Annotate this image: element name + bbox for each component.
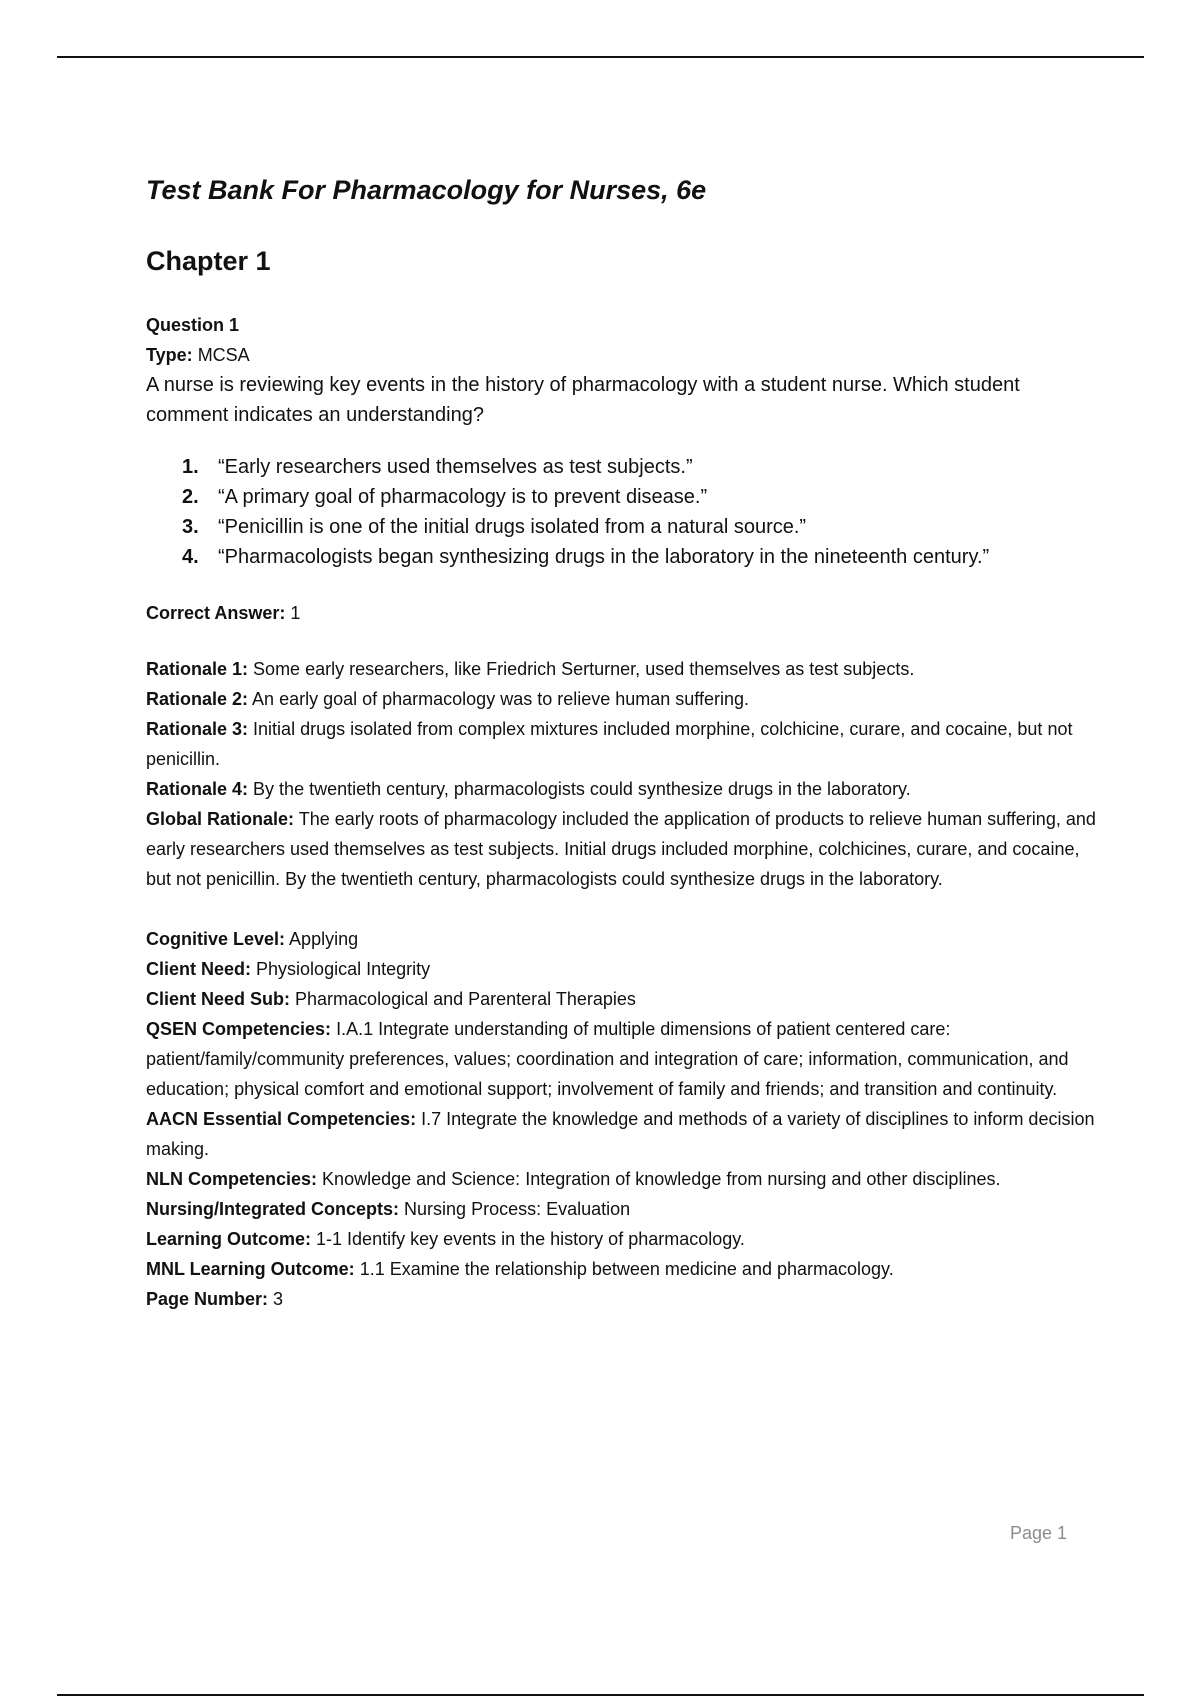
rationale-label: Rationale 2: xyxy=(146,689,249,709)
option-number: 4. xyxy=(182,546,199,568)
page-footer-number: Page 1 xyxy=(1010,1523,1068,1543)
rationale-3 xyxy=(146,714,1096,774)
rationale-text: Initial drugs isolated from complex mixtures included morphine, colchicine, curare, and cocaine, but not penicillin. xyxy=(146,719,1073,769)
meta-cognitive-level xyxy=(146,924,1096,954)
document-title: Test Bank For Pharmacology for Nurses, 6e xyxy=(146,175,707,205)
meta-label: Page Number: xyxy=(146,1289,269,1309)
meta-value: Knowledge and Science: Integration of knowledge from nursing and other disciplines. xyxy=(322,1169,1001,1189)
meta-aacn-competencies xyxy=(146,1104,1096,1164)
meta-value: I.A.1 Integrate understanding of multiple dimensions of patient centered care: patient/family/community preferences, values; coordination and integration of care; information, communication, and education; physical comfort and emotional support; involvement of family and friends; and transition and continuity. xyxy=(146,1019,1069,1099)
meta-label: AACN Essential Competencies: xyxy=(146,1109,417,1129)
answer-option xyxy=(182,452,1096,482)
answer-option xyxy=(182,512,1096,542)
meta-label: MNL Learning Outcome: xyxy=(146,1259,355,1279)
meta-value: 1.1 Examine the relationship between medicine and pharmacology. xyxy=(359,1259,894,1279)
rationale-1 xyxy=(146,654,1096,684)
rationale-label: Rationale 3: xyxy=(146,719,249,739)
meta-nln-competencies xyxy=(146,1164,1096,1194)
meta-value: Pharmacological and Parenteral Therapies xyxy=(295,989,636,1009)
chapter-heading: Chapter 1 xyxy=(146,246,271,276)
rationale-text: The early roots of pharmacology included the application of products to relieve human suffering, and early researchers used themselves as test subjects. Initial drugs included morphine, colchicines, curare, and cocaine, but not penicillin. By the twentieth century, pharmacologists could synthesize drugs in the laboratory. xyxy=(146,809,1096,889)
answer-option xyxy=(182,482,1096,512)
option-number: 1. xyxy=(182,456,199,478)
meta-qsen-competencies xyxy=(146,1014,1096,1104)
rationale-4 xyxy=(146,774,1096,804)
option-text: “Pharmacologists began synthesizing drugs in the laboratory in the nineteenth century.” xyxy=(218,546,990,568)
option-text: “Early researchers used themselves as test subjects.” xyxy=(218,456,693,478)
answer-option xyxy=(182,542,1096,572)
option-number: 3. xyxy=(182,516,199,538)
meta-value: Nursing Process: Evaluation xyxy=(404,1199,631,1219)
header-rule xyxy=(57,56,1144,58)
correct-answer-value: 1 xyxy=(290,603,301,623)
document-body xyxy=(146,170,1096,1314)
meta-label: QSEN Competencies: xyxy=(146,1019,332,1039)
option-text: “A primary goal of pharmacology is to prevent disease.” xyxy=(218,486,708,508)
rationale-2 xyxy=(146,684,1096,714)
rationale-label: Global Rationale: xyxy=(146,809,295,829)
metadata-section xyxy=(146,924,1096,1314)
meta-label: Learning Outcome: xyxy=(146,1229,312,1249)
meta-label: Cognitive Level: xyxy=(146,929,286,949)
correct-answer-label: Correct Answer: xyxy=(146,603,286,623)
meta-label: Client Need Sub: xyxy=(146,989,291,1009)
rationales-section xyxy=(146,654,1096,894)
option-text: “Penicillin is one of the initial drugs isolated from a natural source.” xyxy=(218,516,807,538)
footer-rule xyxy=(57,1694,1144,1696)
meta-client-need-sub xyxy=(146,984,1096,1014)
rationale-text: An early goal of pharmacology was to relieve human suffering. xyxy=(252,689,749,709)
meta-value: Applying xyxy=(289,929,359,949)
rationale-text: Some early researchers, like Friedrich Serturner, used themselves as test subjects. xyxy=(253,659,915,679)
global-rationale xyxy=(146,804,1096,894)
rationale-label: Rationale 4: xyxy=(146,779,249,799)
meta-value: Physiological Integrity xyxy=(256,959,431,979)
rationale-text: By the twentieth century, pharmacologists could synthesize drugs in the laboratory. xyxy=(253,779,911,799)
meta-label: NLN Competencies: xyxy=(146,1169,318,1189)
meta-value: I.7 Integrate the knowledge and methods of a variety of disciplines to inform decision making. xyxy=(146,1109,1095,1159)
question-type xyxy=(146,340,1096,370)
question-type-label: Type: xyxy=(146,345,193,365)
meta-label: Nursing/Integrated Concepts: xyxy=(146,1199,400,1219)
meta-page-number xyxy=(146,1284,1096,1314)
option-number: 2. xyxy=(182,486,199,508)
meta-nursing-concepts xyxy=(146,1194,1096,1224)
question-stem: A nurse is reviewing key events in the history of pharmacology with a student nurse. Which student comment indicates an understanding? xyxy=(146,374,1020,426)
meta-learning-outcome xyxy=(146,1224,1096,1254)
answer-options xyxy=(182,452,1096,572)
meta-mnl-learning-outcome xyxy=(146,1254,1096,1284)
meta-label: Client Need: xyxy=(146,959,252,979)
question-number: Question 1 xyxy=(146,315,240,335)
correct-answer xyxy=(146,598,1096,628)
meta-value: 3 xyxy=(273,1289,284,1309)
question-type-value: MCSA xyxy=(197,345,250,365)
meta-value: 1-1 Identify key events in the history of pharmacology. xyxy=(316,1229,745,1249)
rationale-label: Rationale 1: xyxy=(146,659,249,679)
meta-client-need xyxy=(146,954,1096,984)
